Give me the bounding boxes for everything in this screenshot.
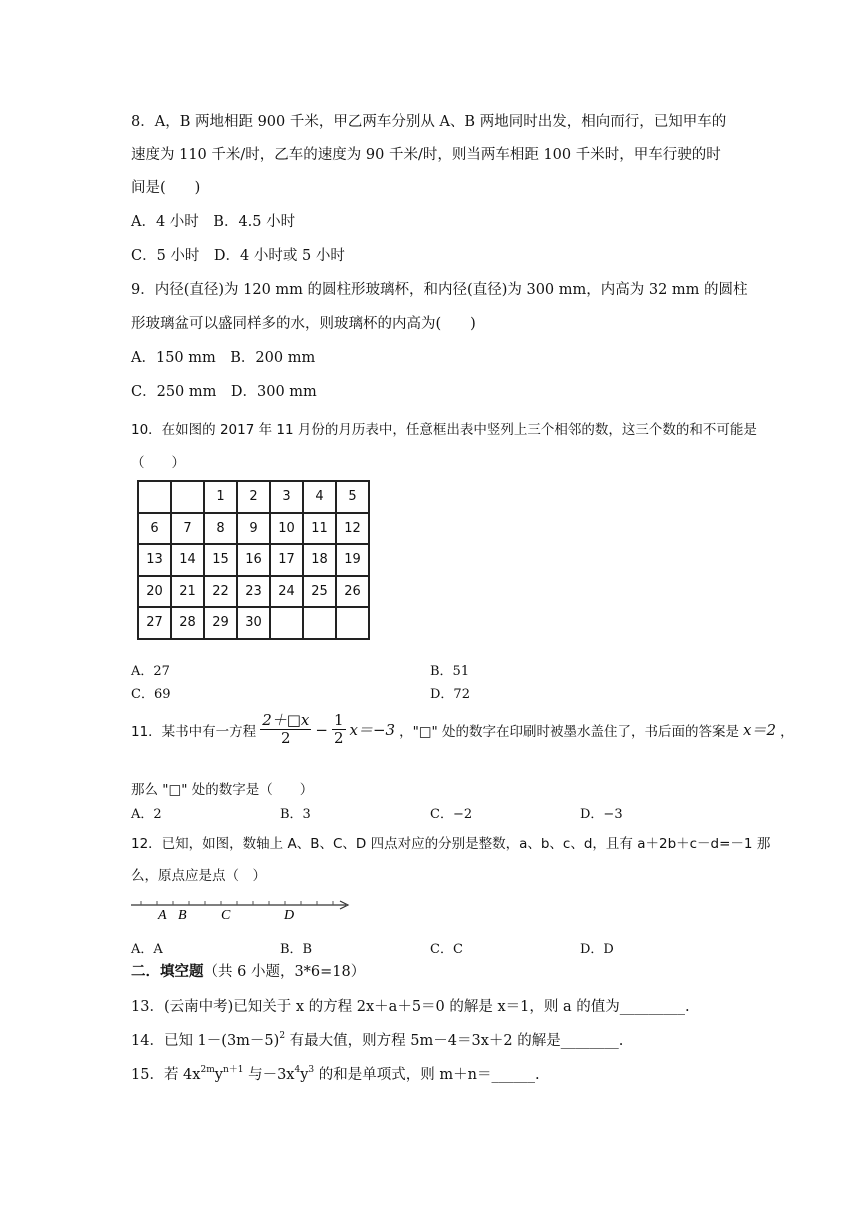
q11-line2: 那么 "□" 处的数字是（ ）: [131, 782, 314, 798]
q12-line1: 12．已知，如图，数轴上 A、B、C、D 四点对应的分别是整数，a、b、c、d，且有 a＋2b＋c－d=－1 那: [131, 836, 771, 852]
q15-part-3: 与－3x: [243, 1067, 295, 1083]
calendar-cell: 9: [237, 513, 270, 545]
q9-line1: 9．内径(直径)为 120 mm 的圆柱形玻璃杯，和内径(直径)为 300 mm，内高为 32 mm 的圆柱: [131, 282, 748, 298]
calendar-cell: 20: [138, 576, 171, 608]
q11-fraction-2: [332, 712, 346, 747]
calendar-cell: 3: [270, 481, 303, 513]
q12-line2: 么，原点应是点（ ）: [131, 868, 266, 884]
q11-answer: x＝2: [743, 721, 777, 739]
q11-option-d: D．−3: [580, 807, 623, 822]
calendar-cell: 29: [204, 607, 237, 639]
calendar-cell: 19: [336, 544, 369, 576]
calendar-row: [138, 544, 369, 576]
q15-part-1: 15．若 4x: [131, 1067, 201, 1083]
section-heading: [131, 962, 365, 982]
q8-line2: 速度为 110 千米/时，乙车的速度为 90 千米/时，则当两车相距 100 千米时，甲车行驶的时: [131, 147, 721, 163]
section-note: （共 6 小题，3*6=18）: [203, 964, 366, 980]
calendar-cell: 4: [303, 481, 336, 513]
q11-comma: ，: [780, 723, 794, 740]
q14-exponent: 2: [279, 1031, 286, 1041]
calendar-cell: 11: [303, 513, 336, 545]
calendar-cell: [336, 607, 369, 639]
calendar-cell: 13: [138, 544, 171, 576]
q11-option-c: C．−2: [430, 807, 473, 822]
point-label-a: A: [158, 908, 167, 923]
q11-middle: ，"□" 处的数字在印刷时被墨水盖住了，书后面的答案是: [399, 723, 740, 740]
calendar-row: [138, 513, 369, 545]
q10-option-c: C．69: [131, 687, 171, 702]
q15-exp-2: n＋1: [222, 1065, 244, 1075]
calendar-cell: 25: [303, 576, 336, 608]
calendar-cell: [171, 481, 204, 513]
q10-option-a: A．27: [131, 664, 170, 679]
q8-line1: 8．A，B 两地相距 900 千米，甲乙两车分别从 A、B 两地同时出发，相向而行，已知甲车的: [131, 114, 727, 130]
calendar-cell: [303, 607, 336, 639]
q15-exp-4: 3: [308, 1065, 315, 1075]
q15-part-2: y: [214, 1067, 223, 1083]
calendar-cell: 6: [138, 513, 171, 545]
q11-frac1-numerator: 2＋□x: [262, 711, 310, 729]
q15-exp-3: 4: [294, 1065, 301, 1075]
calendar-cell: 8: [204, 513, 237, 545]
calendar-cell: 12: [336, 513, 369, 545]
q14-part-b: 有最大值，则方程 5m－4＝3x＋2 的解是________.: [285, 1033, 624, 1049]
point-label-d: D: [284, 908, 295, 923]
q12-option-a: A．A: [131, 942, 163, 957]
q10-line1: 10．在如图的 2017 年 11 月份的月历表中，任意框出表中竖列上三个相邻的数，这三个数的和不可能是: [131, 422, 757, 438]
q8-line3: 间是( ): [131, 180, 201, 196]
q10-option-d: D．72: [430, 687, 470, 702]
number-line: [131, 895, 356, 925]
q11-frac1-denominator: 2: [281, 729, 291, 747]
q9-options-cd: C．250 mm D．300 mm: [131, 384, 317, 400]
q11-option-a: A．2: [131, 807, 162, 822]
q15-exp-1: 2m: [200, 1065, 215, 1075]
q11-equation-rhs: x＝−3: [349, 721, 396, 739]
q15-text: [131, 1065, 540, 1085]
calendar-cell: 22: [204, 576, 237, 608]
calendar-cell: 28: [171, 607, 204, 639]
calendar-cell: 30: [237, 607, 270, 639]
q10-option-b: B．51: [430, 664, 470, 679]
q11-frac2-denominator: 2: [333, 729, 344, 747]
calendar-cell: 27: [138, 607, 171, 639]
q8-options-ab: A．4 小时 B．4.5 小时: [131, 214, 296, 230]
calendar-cell: 23: [237, 576, 270, 608]
q14-text: [131, 1031, 623, 1051]
calendar-cell: 15: [204, 544, 237, 576]
q11-option-b: B．3: [280, 807, 311, 822]
calendar-cell: 21: [171, 576, 204, 608]
point-label-b: B: [178, 908, 187, 923]
calendar-row: [138, 607, 369, 639]
calendar-cell: 7: [171, 513, 204, 545]
calendar-cell: 14: [171, 544, 204, 576]
q11-fraction-1: [260, 712, 311, 747]
calendar-row: [138, 576, 369, 608]
calendar-cell: 2: [237, 481, 270, 513]
calendar-cell: 24: [270, 576, 303, 608]
calendar-cell: 16: [237, 544, 270, 576]
q11-minus: −: [315, 720, 328, 739]
calendar-cell: 10: [270, 513, 303, 545]
q9-options-ab: A．150 mm B．200 mm: [131, 350, 316, 366]
q12-option-c: C．C: [430, 942, 463, 957]
q10-line2: （ ）: [131, 455, 185, 471]
q9-line2: 形玻璃盆可以盛同样多的水，则玻璃杯的内高为( ): [131, 316, 476, 332]
q11-line1: [131, 712, 794, 747]
section-title: 二．填空题: [131, 963, 204, 980]
q14-part-a: 14．已知 1－(3m－5): [131, 1033, 280, 1049]
calendar-cell: 1: [204, 481, 237, 513]
point-label-c: C: [221, 908, 231, 923]
q11-prefix: 11．某书中有一方程: [131, 723, 257, 740]
q8-options-cd: C．5 小时 D．4 小时或 5 小时: [131, 248, 345, 264]
q11-frac2-numerator: 1: [333, 711, 344, 729]
q12-option-b: B．B: [280, 942, 313, 957]
calendar-row: [138, 481, 369, 513]
q15-part-4: y: [300, 1067, 309, 1083]
calendar-cell: 26: [336, 576, 369, 608]
calendar-cell: 5: [336, 481, 369, 513]
calendar-table: [137, 480, 370, 640]
calendar-cell: [270, 607, 303, 639]
q15-part-5: 的和是单项式，则 m＋n＝______.: [314, 1067, 540, 1083]
q12-option-d: D．D: [580, 942, 614, 957]
calendar-cell: 17: [270, 544, 303, 576]
q13-text: 13．(云南中考)已知关于 x 的方程 2x＋a＋5＝0 的解是 x＝1，则 a 的值为_________.: [131, 999, 690, 1015]
calendar-cell: [138, 481, 171, 513]
calendar-cell: 18: [303, 544, 336, 576]
